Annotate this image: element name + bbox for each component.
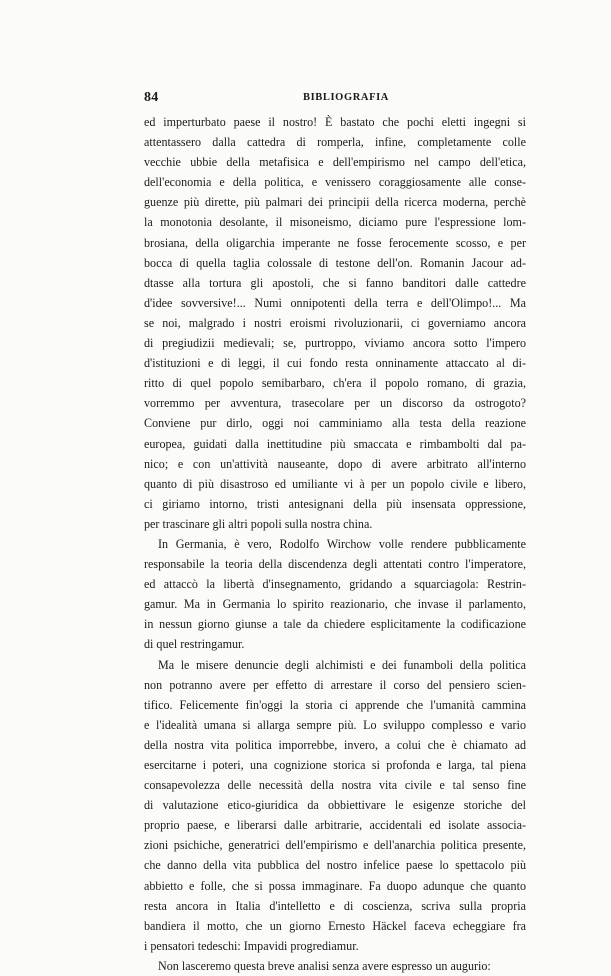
text-line: Conviene pur dirlo, oggi noi camminiamo alla testa della reazione xyxy=(144,416,526,431)
text-line: bandiera il motto, che un giorno Ernesto Häckel faceva echeggiare fra xyxy=(144,918,526,933)
text-line: attentassero dalla cattedra di romperla, infine, completamente colle xyxy=(144,135,526,150)
text-line: di pregiudizii medievali; se, purtroppo, viviamo ancora sotto l'impero xyxy=(144,336,526,351)
text-line: non potranno avere per effetto di arrestare il corso del pensiero scien- xyxy=(144,677,526,692)
text-line: consapevolezza delle necessità della nostra vita civile e tal senso fine xyxy=(144,778,526,793)
text-line: dell'economia e della politica, e venissero coraggiosamente alle conse- xyxy=(144,175,526,190)
paragraph xyxy=(144,534,526,655)
text-line: vorremmo per avventura, trasecolare per un discorso da ostrogoto? xyxy=(144,396,526,411)
text-line: e l'idealità umana si allarga sempre più. Lo sviluppo complesso e vario xyxy=(144,717,526,732)
text-line: gamur. Ma in Germania lo spirito reazionario, che invase il parlamento, xyxy=(144,597,526,612)
text-line: della nostra vita politica imporrebbe, invero, a colui che è chiamato ad xyxy=(144,737,526,752)
text-line: vecchie ubbie della metafisica e dell'empirismo nel campo dell'etica, xyxy=(144,155,526,170)
book-page xyxy=(144,90,526,976)
text-line: europea, guidati dalla inettitudine più smaccata e rimbambolti dal pa- xyxy=(144,436,526,451)
text-line: ed imperturbato paese il nostro! È bastato che pochi eletti ingegni si xyxy=(144,115,526,129)
text-line: proprio paese, e liberarsi dalle arbitrarie, accidentali ed isolate associa- xyxy=(144,818,526,833)
text-line: se noi, malgrado i nostri eroismi rivoluzionarii, ci governiamo ancora xyxy=(144,315,526,330)
page-number: 84 xyxy=(144,90,159,105)
text-line: guenze più dirette, più palmari dei principii della ricerca moderna, perchè xyxy=(144,195,526,210)
text-line: abbietto e folle, che si possa immaginare. Fa duopo adunque che quanto xyxy=(144,878,526,893)
text-line: che danno della vita pubblica del nostro infelice paese lo spettacolo più xyxy=(144,858,526,873)
text-line: ci giriamo intorno, tristi antesignani della più insensata oppressione, xyxy=(144,496,526,511)
text-line: zioni psichiche, generatrici dell'empirismo e dell'anarchia politica presente, xyxy=(144,838,526,853)
running-title: BIBLIOGRAFIA xyxy=(303,92,389,103)
text-line: tifico. Felicemente fin'oggi la storia ci apprende che l'umanità cammina xyxy=(144,697,526,712)
text-line: d'idee sovversive!... Numi onnipotenti della terra e dell'Olimpo!... Ma xyxy=(144,295,526,310)
text-line: responsabile la teoria della discendenza degli attentati contro l'imperatore, xyxy=(144,557,526,572)
paragraph xyxy=(144,956,526,976)
text-line: di valutazione etico-giuridica da obbiettivare le esigenze storiche del xyxy=(144,798,526,813)
paragraph xyxy=(144,655,526,956)
text-line: quanto di più disastroso ed umiliante vi à per un popolo civile e libero, xyxy=(144,476,526,491)
text-line: d'istituzioni e di leggi, il cui fondo resta onninamente attaccato al di- xyxy=(144,356,526,371)
text-line: la monotonia desolante, il misoneismo, diciamo pure l'espressione lom- xyxy=(144,215,526,230)
text-line: In Germania, è vero, Rodolfo Wirchow volle rendere pubblicamente xyxy=(158,536,526,551)
text-line: in nessun giorno giunse a tale da chiedere esplicitamente la codificazione xyxy=(144,617,526,632)
text-line: ritto di quel popolo semibarbaro, ch'era il popolo romano, di grazia, xyxy=(144,376,526,391)
paragraph xyxy=(144,112,526,534)
text-line: nico; e con un'attività nauseante, dopo di avere arbitrato all'interno xyxy=(144,456,526,471)
text-line: dtasse alla tortura gli apostoli, che si fanno banditori dalle cattedre xyxy=(144,275,526,290)
text-line: esercitarne i poteri, una cognizione storica si profonda e larga, tal piena xyxy=(144,758,526,772)
text-line: bocca di quella taglia colossale di testone dell'on. Romanin Jacour ad- xyxy=(144,255,526,270)
text-line: i pensatori tedeschi: Impavidi progrediamur. xyxy=(144,938,359,953)
text-line: di quel restringamur. xyxy=(144,637,245,652)
text-line: per trascinare gli altri popoli sulla nostra china. xyxy=(144,516,373,531)
text-line: Non lasceremo questa breve analisi senza avere espresso un augurio: xyxy=(158,958,491,973)
text-line: resta ancora in Italia d'intelletto e di coscienza, scriva sulla propria xyxy=(144,898,526,913)
text-line: brosiana, della oligarchia imperante ne fosse ferocemente scosso, e per xyxy=(144,235,526,250)
text-line: Ma le misere denuncie degli alchimisti e dei funamboli della politica xyxy=(158,657,526,672)
page-header xyxy=(144,90,526,110)
body-text xyxy=(144,112,526,976)
text-line: ed attaccò la libertà d'insegnamento, gridando a squarciagola: Restrin- xyxy=(144,577,526,592)
